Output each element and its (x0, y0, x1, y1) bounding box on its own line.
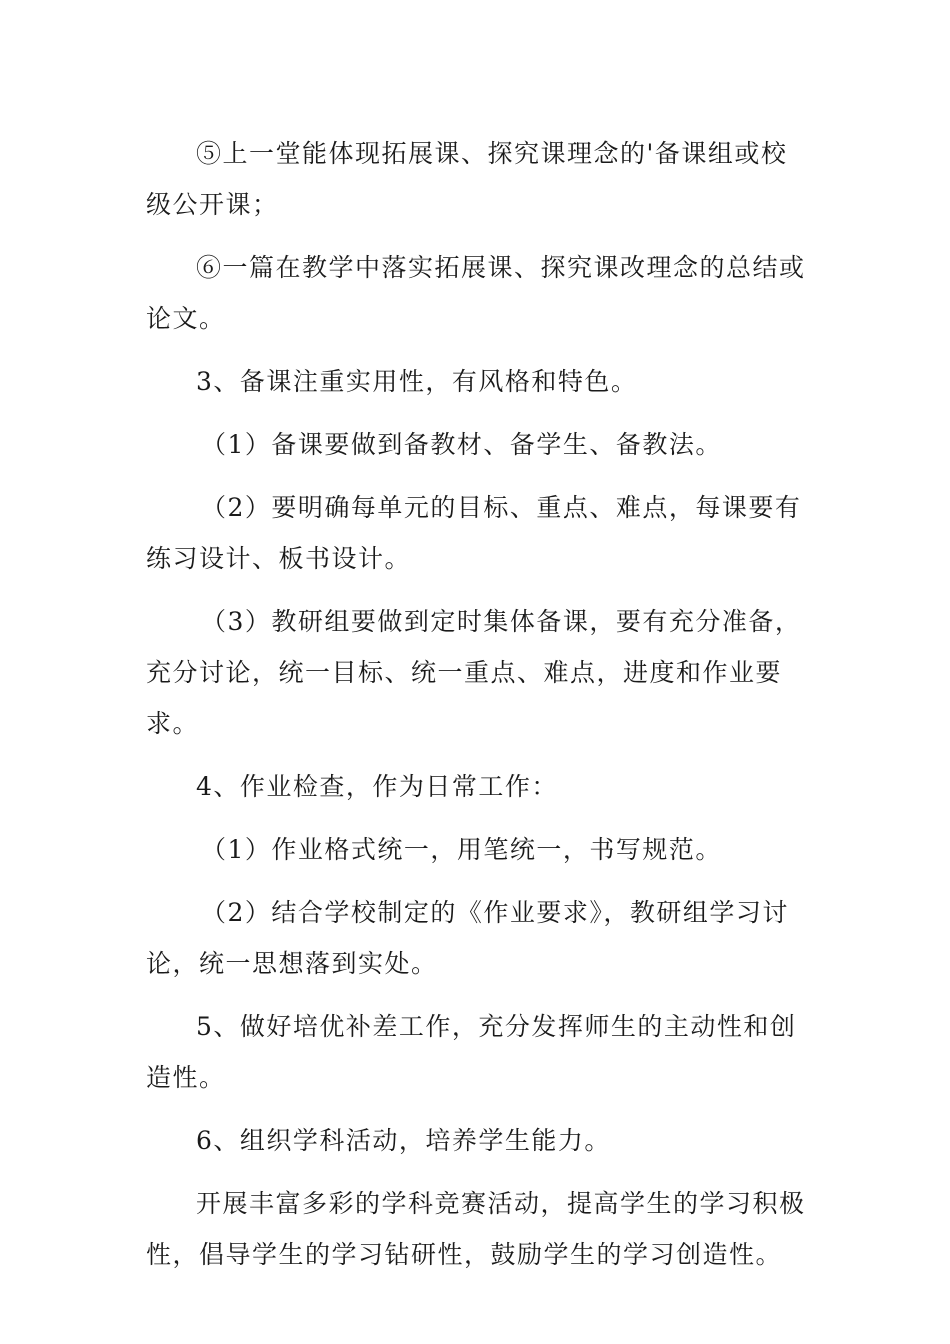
paragraph-4-2: （2）结合学校制定的《作业要求》，教研组学习讨论，统一思想落到实处。 (146, 898, 789, 978)
paragraph-item-6: ⑥一篇在教学中落实拓展课、探究课改理念的总结或论文。 (146, 253, 806, 333)
paragraph-3-2: （2）要明确每单元的目标、重点、难点，每课要有练习设计、板书设计。 (146, 493, 802, 573)
paragraph-section-4: 4、作业检查，作为日常工作： (196, 772, 558, 801)
paragraph-item-5: ⑤上一堂能体现拓展课、探究课理念的'备课组或校级公开课； (146, 139, 788, 219)
paragraph-section-3: 3、备课注重实用性，有风格和特色。 (196, 367, 638, 396)
document-body (146, 128, 806, 1292)
paragraph-activities: 开展丰富多彩的学科竞赛活动，提高学生的学习积极性，倡导学生的学习钻研性，鼓励学生的学习创造性。 (146, 1189, 806, 1269)
paragraph-3-1: （1）备课要做到备教材、备学生、备教法。 (201, 430, 722, 459)
paragraph-section-6: 6、组织学科活动，培养学生能力。 (196, 1126, 611, 1155)
paragraph-section-5: 5、做好培优补差工作，充分发挥师生的主动性和创造性。 (146, 1012, 797, 1092)
paragraph-4-1: （1）作业格式统一，用笔统一，书写规范。 (201, 835, 722, 864)
paragraph-3-3: （3）教研组要做到定时集体备课，要有充分准备，充分讨论，统一目标、统一重点、难点，进度和作业要求。 (146, 607, 802, 738)
